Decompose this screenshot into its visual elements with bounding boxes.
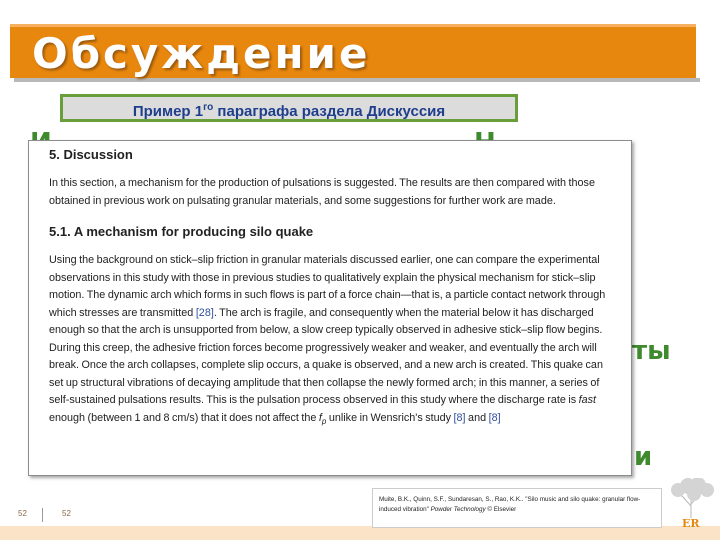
italic-fast: fast bbox=[578, 394, 597, 406]
section-heading: 5. Discussion bbox=[49, 147, 133, 162]
footer-divider bbox=[42, 508, 43, 522]
mechanism-text-a: Using the background on stick–slip friction in granular materials discussed earlier, one can compare the experimental observations in this study with those in previous studies to qualitatively explain the physical mechanism for stick–slip motion. The dynamic arch which forms in such flows is part of a force chain—that is, a particle contact network through which stresses are transmitted bbox=[49, 254, 606, 319]
background-fragment-4: и bbox=[634, 442, 653, 472]
citation-text: Muite, B.K., Quinn, S.F., Sundaresan, S., Rao, K.K.. "Silo music and silo quake: granular flow-induced vibration" bbox=[379, 496, 641, 513]
fp-subscript: p bbox=[321, 416, 327, 426]
mechanism-text-d: unlike in Wensrich's study bbox=[326, 411, 454, 424]
citation-box bbox=[372, 488, 662, 528]
mechanism-text-and: and bbox=[465, 411, 489, 424]
citation-publisher: © Elsevier bbox=[485, 506, 517, 513]
subtitle-superscript: го bbox=[203, 102, 214, 113]
subsection-heading: 5.1. A mechanism for producing silo quake bbox=[49, 224, 314, 239]
page-number-left: 52 bbox=[18, 509, 27, 518]
intro-paragraph: In this section, a mechanism for the production of pulsations is suggested. The results are then compared with those obtained in previous work on pulsating granular materials, and some suggestions for further work are made. bbox=[49, 177, 595, 207]
elsevier-logo-text: ER bbox=[682, 517, 700, 530]
background-fragment-3: ты bbox=[632, 336, 671, 366]
reference-link-8a[interactable]: [8] bbox=[453, 411, 466, 424]
title-shadow bbox=[14, 78, 700, 82]
page-number-right: 52 bbox=[62, 509, 71, 518]
paper-excerpt bbox=[28, 140, 632, 476]
subtitle-text-post: параграфа раздела Дискуссия bbox=[213, 103, 446, 120]
reference-link-8b[interactable]: [8] bbox=[488, 411, 501, 424]
slide-title: Обсуждение bbox=[32, 29, 371, 78]
elsevier-tree-logo-icon bbox=[666, 478, 716, 520]
fp-base: f bbox=[318, 411, 322, 424]
citation-journal: Powder Technology bbox=[430, 506, 486, 513]
bottom-strip bbox=[0, 526, 720, 540]
subtitle-box bbox=[60, 94, 518, 122]
mechanism-paragraph bbox=[49, 252, 611, 430]
reference-link-28[interactable]: [28] bbox=[195, 306, 214, 319]
mechanism-text-b: . The arch is fragile, and consequently when the material below it has discharged enough so that the arch is unsupported from below, a slow creep typically observed in adhesive stick–slip flow begins. During this creep, the adhesive friction forces become progressively weaker and weaker, and eventually the arch will break. Once the arch collapses, complete slip occurs, a quake is observed, and a new arch is created. This quake can set up structural vibrations of decaying amplitude that then collapse the newly formed arch; in this manner, a series of self-sustained pulsations results. This is the pulsation process observed in this study where the discharge rate is bbox=[49, 306, 603, 406]
mechanism-text-c: enough (between 1 and 8 cm/s) that it does not affect the bbox=[49, 411, 319, 424]
subtitle-text-pre: Пример 1 bbox=[132, 103, 204, 120]
